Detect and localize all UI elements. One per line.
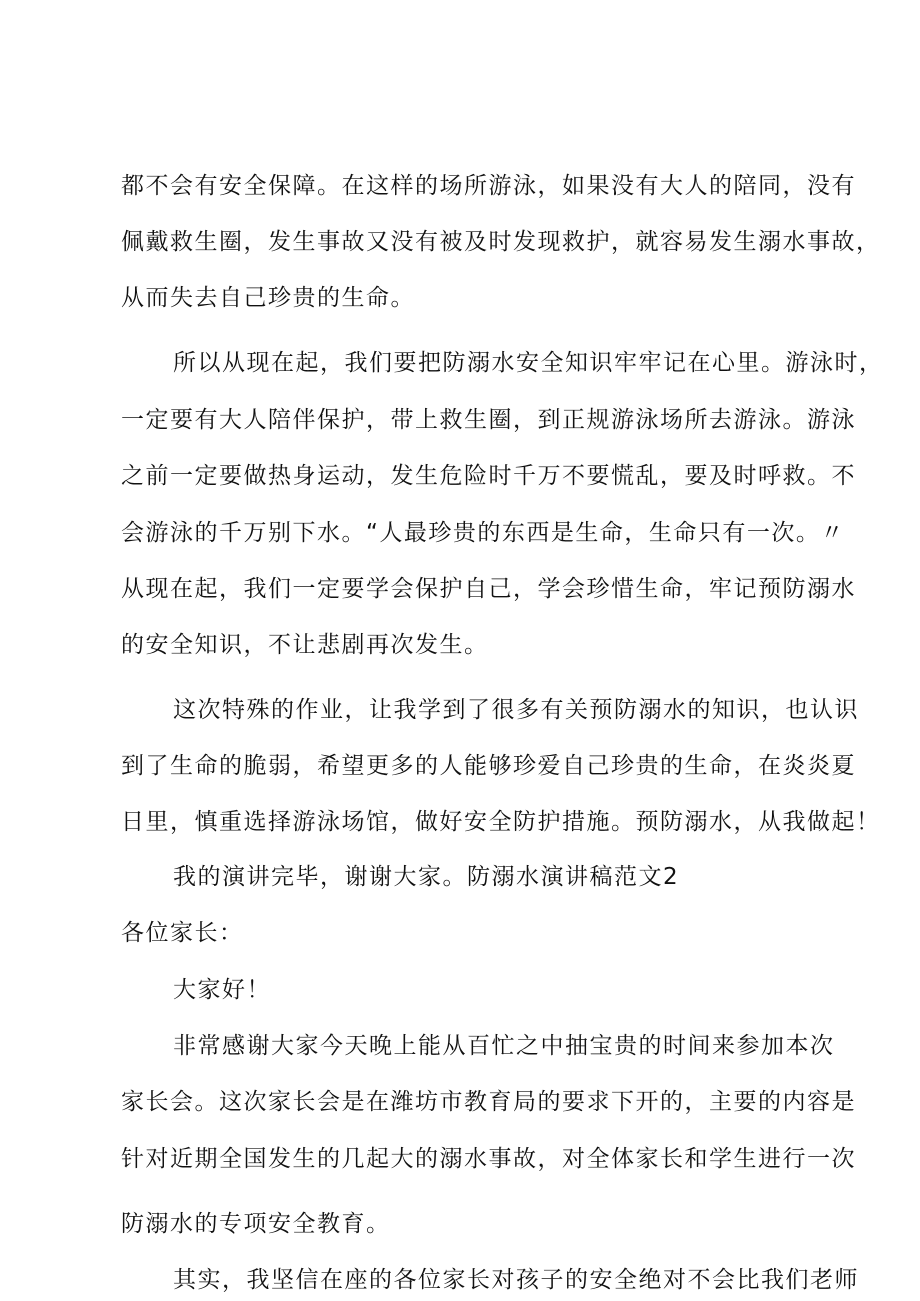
text-line: 防溺水的专项安全教育。 [121,1211,391,1237]
text-line: 都不会有安全保障。在这样的场所游泳，如果没有大人的陪同，没有 [121,173,856,199]
paragraph-start: 非常感谢大家今天晚上能从百忙之中抽宝贵的时间来参加本次 [173,1033,835,1059]
text-line: 针对近期全国发生的几起大的溺水事故，对全体家长和学生进行一次 [121,1146,856,1172]
text-line: 佩戴救生圈，发生事故又没有被及时发现救护，就容易发生溺水事故， [121,229,881,255]
closing-and-heading: 我的演讲完毕，谢谢大家。防溺水演讲稿范文2 [173,864,680,890]
text-line: 会游泳的千万别下水。“人最珍贵的东西是生命，生命只有一次。〃 [121,520,845,546]
text-line: 到了生命的脆弱，希望更多的人能够珍爱自己珍贵的生命，在炎炎夏 [121,753,856,779]
greeting: 大家好！ [173,977,271,1003]
text-line: 一定要有大人陪伴保护，带上救生圈，到正规游泳场所去游泳。游泳 [121,407,856,433]
paragraph-start: 其实，我坚信在座的各位家长对孩子的安全绝对不会比我们老师 [173,1267,859,1293]
text-line: 家长会。这次家长会是在潍坊市教育局的要求下开的，主要的内容是 [121,1089,856,1115]
text-line: 日里，慎重选择游泳场馆，做好安全防护措施。预防溺水，从我做起！ [121,809,881,835]
paragraph-start: 这次特殊的作业，让我学到了很多有关预防溺水的知识，也认识 [173,697,859,723]
text-line: 之前一定要做热身运动，发生危险时千万不要慌乱，要及时呼救。不 [121,463,856,489]
paragraph-start: 所以从现在起，我们要把防溺水安全知识牢牢记在心里。游泳时， [173,350,884,376]
text-line: 的安全知识，不让悲剧再次发生。 [121,632,489,658]
text-line: 从而失去自己珍贵的生命。 [121,285,415,311]
text-line: 从现在起，我们一定要学会保护自己，学会珍惜生命，牢记预防溺水 [121,576,856,602]
salutation: 各位家长： [121,920,244,946]
